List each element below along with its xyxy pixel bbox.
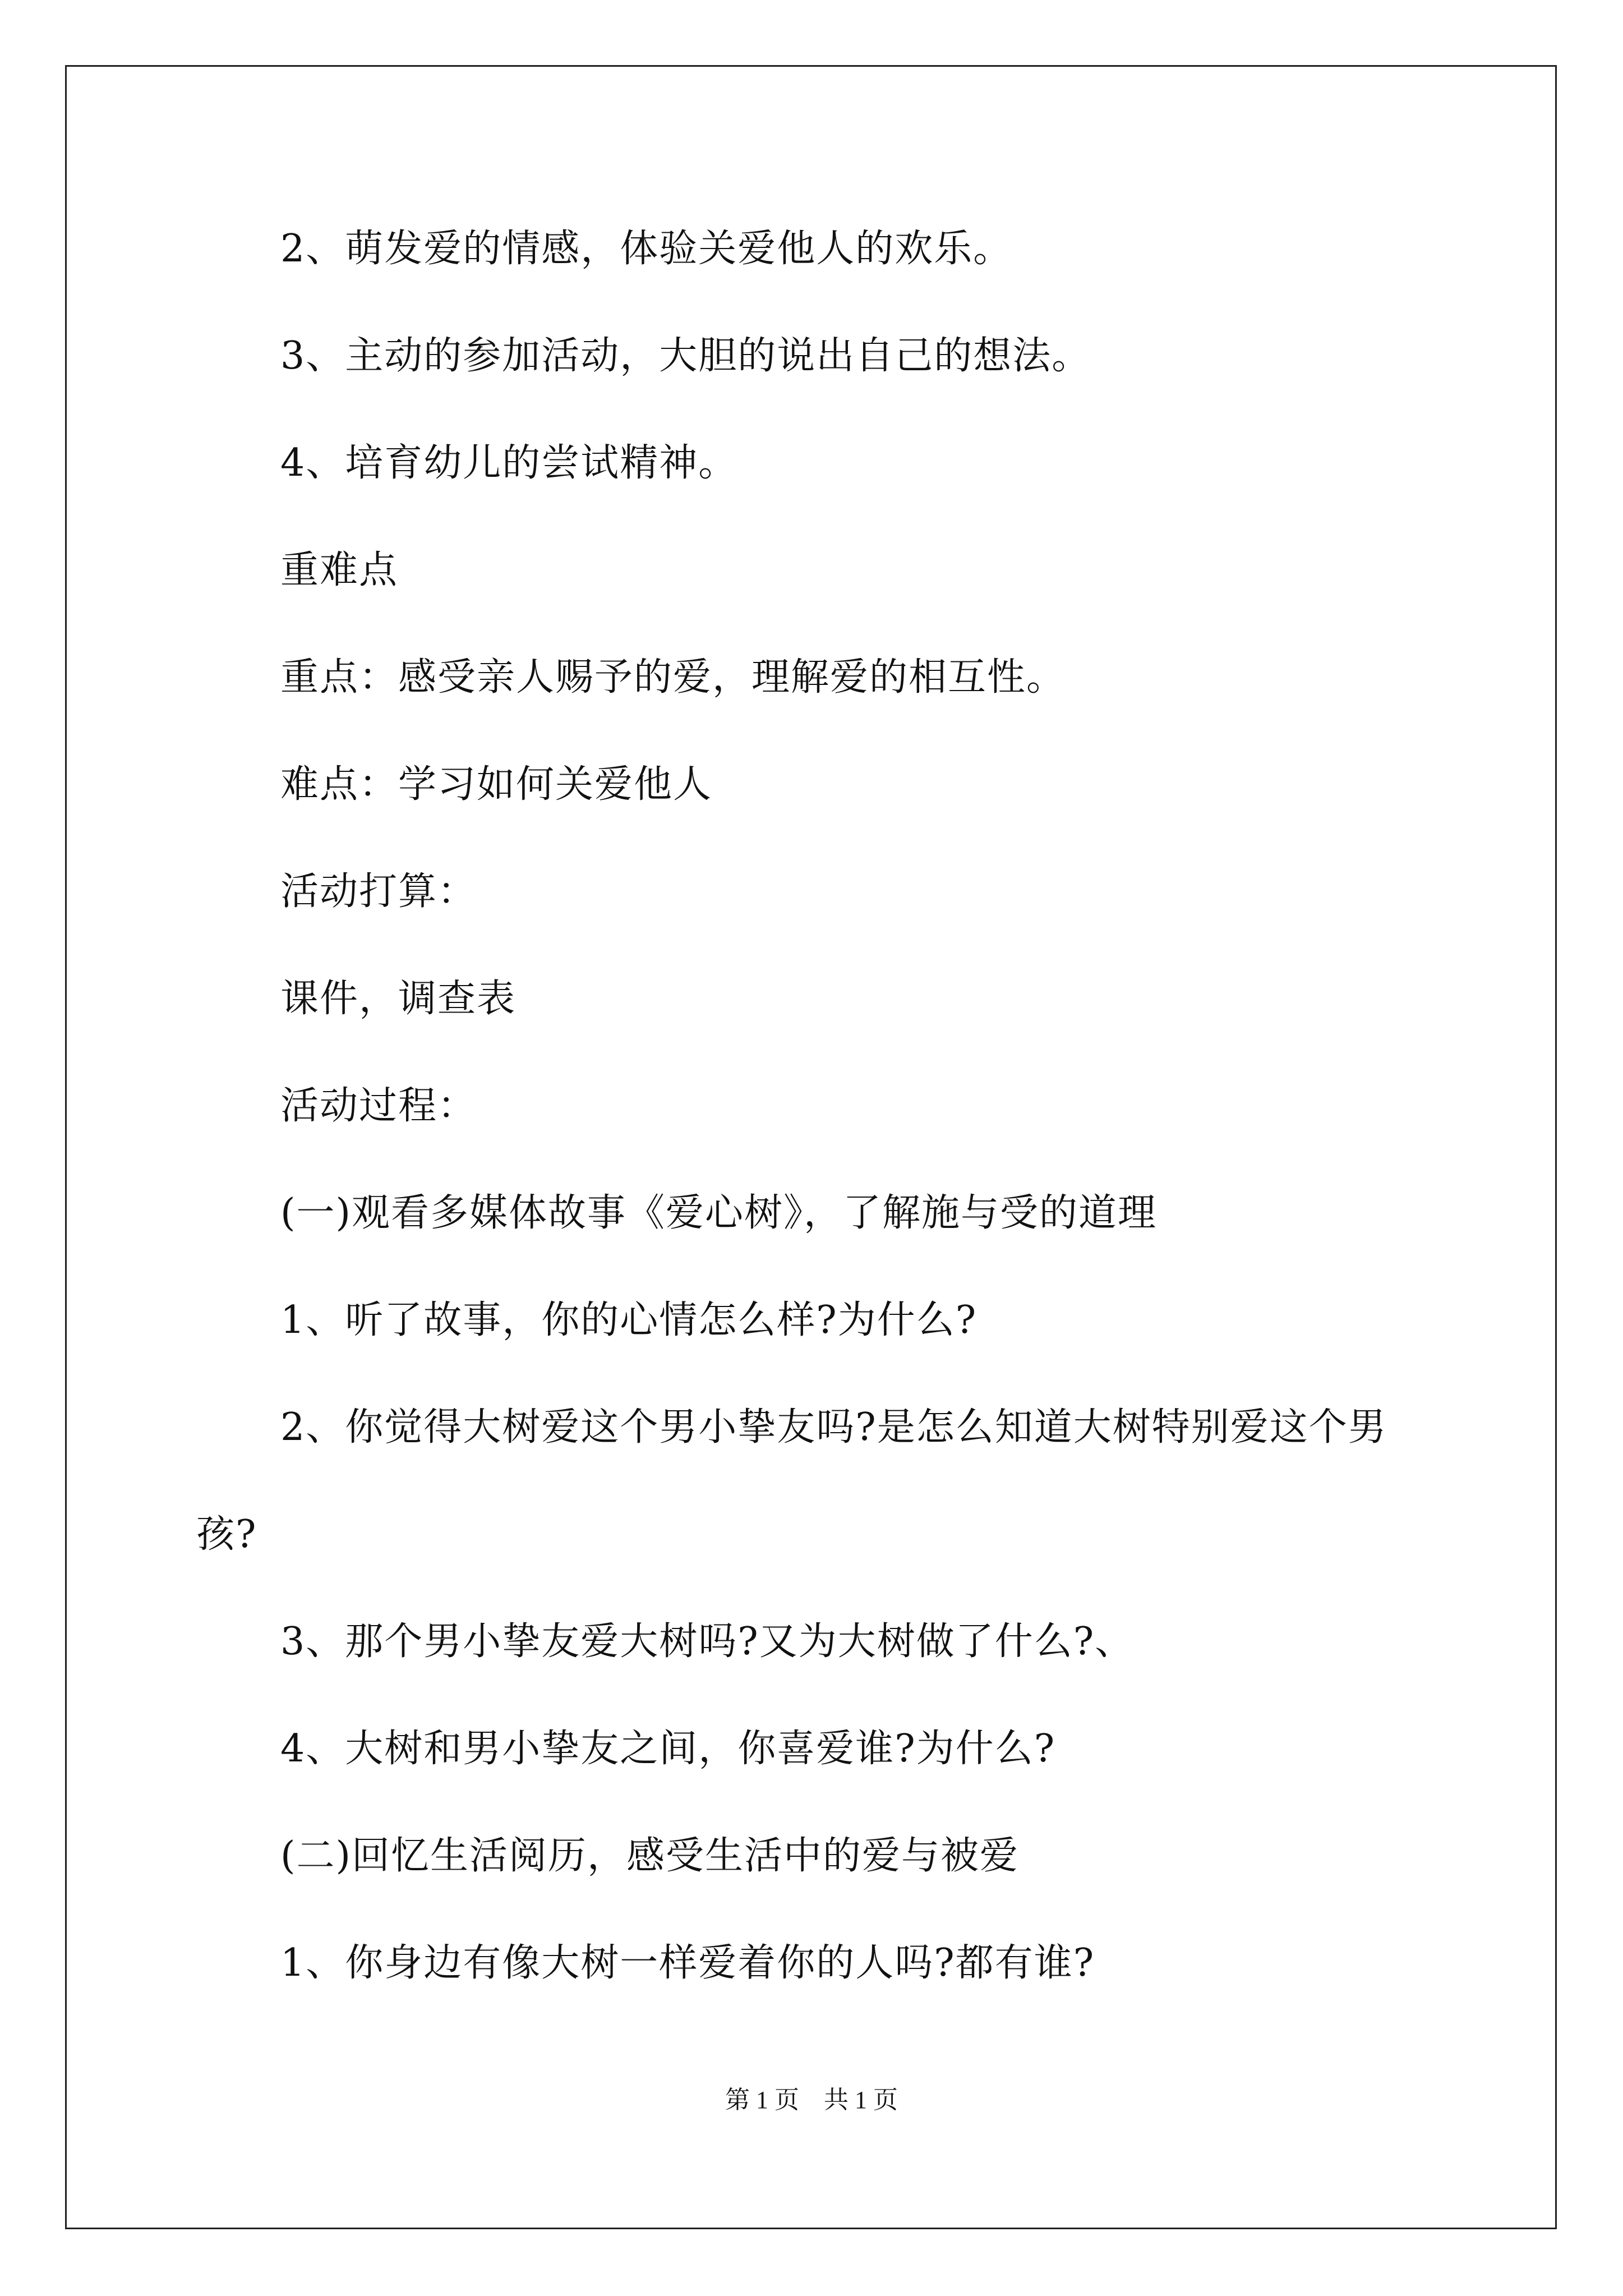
question-2: 2、你觉得大树爱这个男小挚友吗?是怎么知道大树特别爱这个男 — [280, 1405, 1387, 1450]
question-5: 1、你身边有像大树一样爱着你的人吗?都有谁? — [280, 1941, 1095, 1985]
heading-process: 活动过程： — [280, 1084, 477, 1128]
paragraph-difficult-point: 难点：学习如何关爱他人 — [280, 762, 713, 807]
section-heading-2: (二)回忆生活阅历，感受生活中的爱与被爱 — [280, 1834, 1020, 1878]
paragraph-key-point: 重点：感受亲人赐予的爱，理解爱的相互性。 — [280, 655, 1066, 700]
question-4: 4、大树和男小挚友之间，你喜爱谁?为什么? — [280, 1727, 1056, 1771]
question-3: 3、那个男小挚友爱大树吗?又为大树做了什么?、 — [280, 1619, 1135, 1664]
section-heading-1: (一)观看多媒体故事《爱心树》，了解施与受的道理 — [280, 1191, 1158, 1235]
question-2-continued: 孩? — [196, 1512, 257, 1557]
heading-key-points: 重难点 — [280, 548, 399, 592]
paragraph-goal-4: 4、培育幼儿的尝试精神。 — [280, 441, 738, 485]
paragraph-goal-3: 3、主动的参加活动，大胆的说出自己的想法。 — [280, 334, 1091, 378]
paragraph-goal-2: 2、萌发爱的情感，体验关爱他人的欢乐。 — [280, 227, 1013, 271]
heading-preparation: 活动打算： — [280, 869, 477, 914]
paragraph-materials: 课件，调查表 — [280, 977, 517, 1021]
page-number: 第 1 页 共 1 页 — [725, 2086, 898, 2114]
question-1: 1、听了故事，你的心情怎么样?为什么? — [280, 1298, 978, 1342]
